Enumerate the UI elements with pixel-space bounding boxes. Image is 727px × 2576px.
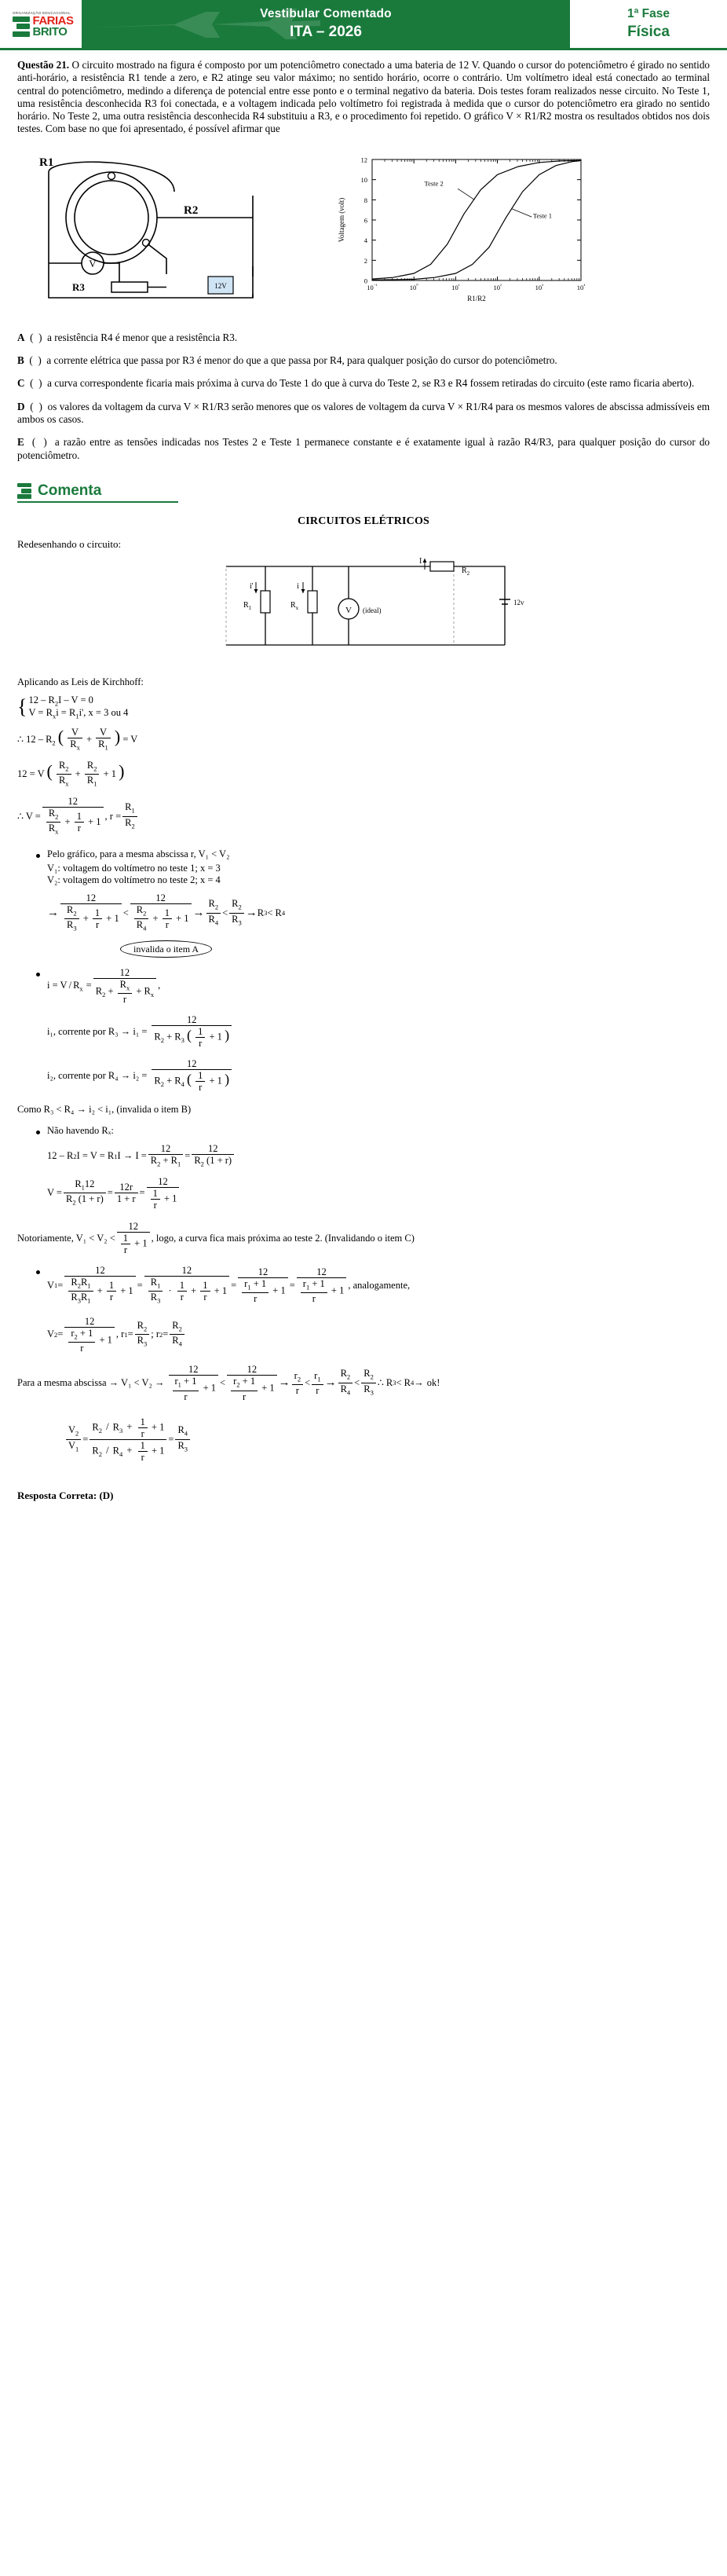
nao-havendo-title: Não havendo Rₓ: [47,1125,114,1137]
alt-text-b: a corrente elétrica que passa por R3 é menor do que a que passa por R4, para qualquer posição do cursor do potenciômetro. [46,354,557,367]
eq-i: i = V / $R_x$ = 12 $R_2$ + $\frac{R_x}{r}$ + $R_x$ , [47,966,161,1006]
kirchhoff-title: Aplicando as Leis de Kirchhoff: [17,676,144,687]
bullet-list [17,848,710,1094]
logo-text-farias: FARIAS [32,14,74,27]
question-body: O circuito mostrado na figura é composto por um potenciômetro conectado a uma bateria de 12 V. Quando o cursor do potenciômetro é girado no sentido anti-horário, a resistência R1 tende a zero, e R2 atinge seu valor máximo; no sentido horário, ocorre o contrário. Um voltímetro ideal está conectado ao terminal central do potenciômetro, medindo a diferença de potencial entre esse ponto e o terminal negativo da bateria. Dois testes foram realizados nesse circuito. No Teste 1, uma resistência desconhecida R3 foi conectada, e a voltagem indicada pelo voltímetro foi registrada à medida que o cursor do potenciômetro era girado no sentido horário. No Teste 2, uma outra resistência desconhecida R4 substituiu a R3, e o procedimento foi repetido. O gráfico V × R1/R2 mostra os resultados obtidos nos dois testes. Com base no que foi apresentado, é possível afirmar que [17,59,711,135]
figures-row [17,148,710,321]
header-center [82,0,570,48]
eq-nh-1: 12 – R 2 I = V = R 1 I → I = $\frac{12}{R_2 + R_1}$ = $\frac{12}{R_2 (1 + r)}$ [47,1143,236,1170]
header-subtitle: ITA – 2026 [290,24,362,40]
svg-text:10²: $10^{^2}$ [493,283,502,291]
logo-text-brito: BRITO [32,24,68,38]
bullet-v1-v2 [17,1265,710,1354]
battery-label: 12V [214,281,227,290]
comenta-banner [17,482,178,503]
page-header [0,0,727,50]
eq-2: $V = R_xi = R_1i'$, x = 3 ou 4 [28,707,129,720]
notoriamente-text: Notoriamente, V₁ < V₂ < 12 $\frac{1}{r}$ + 1 , logo, a curva fica mais próxima ao teste 2. (Invalidando o item C) [17,1220,415,1255]
bullet1-l1: V₁: voltagem do voltímetro no teste 1; x = 3 [47,862,221,874]
header-phase: 1ª Fase [627,7,670,20]
voltmeter-label: V [89,257,97,269]
bullet-corrente: i = V / $R_x$ = 12 $R_2$ + $\frac{R_x}{r}$ + $R_x$ , i₁, corrente por R₃ → i₁ = 12 $R_2 + R_3$ ( $\frac{1}{r}$ + 1 ) i₂, corrente por R₄ → i₂ = 12 $R_2 + R_4$ ( $\frac{1}{r}$ + 1 ) [17,967,710,1094]
eq-4: 12 = V ( $\frac{R_2}{R_x}$ + $\frac{R_2}{R_1}$ + 1 ) [17,759,125,788]
kirchhoff-equations: { $12 - R_2I - V = 0$ $V = R_xi = R_1i'$, x = 3 ou 4 ∴ $12 - R_2$ ( $\frac{V}{R_x}$ + $\frac{V}{R_1}$ ) = V 12 = V ( $\frac{R_2}{R_x}$ + $\frac{R_2}{R_1}$ + 1 ) ∴ V = 12 $\frac{R_2}{R_x}$ + $\frac{1}{r}$ + 1 , r = $\frac{R_1}{R_2}$ [17,694,710,837]
fb-logo-icon [13,16,30,37]
alternative-b[interactable]: B ( ) a corrente elétrica que passa por R3 é menor do que a que passa por R4, para qualquer posição do cursor do potenciômetro. [17,354,557,367]
alt-text-a: a resistência R4 é menor que a resistência R3. [47,331,238,343]
battery-12v: 12v [513,598,524,606]
v-vs-r1r2-chart [331,148,590,317]
r2-label: $R_2$ [462,566,470,577]
svg-text:4: 4 [364,236,367,244]
svg-text:10⁴: $10^{^4}$ [576,283,586,291]
org-line: ORGANIZAÇÃO EDUCACIONAL [13,11,71,15]
bullet1-ineq: → 12 $\frac{R_2}{R_3}$ + $\frac{1}{r}$ + 1 < 12 $\frac{R_2}{R_4}$ + $\frac{1}{r}$ + 1 → $\frac{R_2}{R_4}$ < $\frac{R_2}{R_3}$ → R 3 < R 4 [47,892,286,933]
voltmeter-v: V [345,605,352,615]
como-r3-text: Como R₃ < R₄ → i₂ < i₁, (invalida o item B) [17,1104,192,1116]
bullet-dot-icon-4 [36,1270,40,1274]
alternative-a[interactable]: A ( ) a resistência R4 é menor que a resistência R3. [17,331,238,343]
current-i: i [297,581,299,591]
current-i-prime: i' [250,581,254,591]
bullet-dot-icon [36,854,40,858]
current-I: I [419,556,422,566]
label-r1: R1 [39,156,54,169]
svg-text:12: 12 [360,156,367,164]
alt-letter-e: E [17,436,24,449]
eq-5: ∴ V = 12 $\frac{R_2}{R_x}$ + $\frac{1}{r}$ + 1 , r = $\frac{R_1}{R_2}$ [17,796,710,837]
eq-1: $12 - R_2I - V = 0$ [28,694,93,708]
alt-letter-a: A [17,331,25,343]
alt-text-d: os valores da voltagem da curva V × R1/R3 serão menores que os valores de voltagem da curva V × R1/R4 para os mesmos valores de abscissa admissíveis em ambos os casos. [17,400,710,425]
ideal-label: (ideal) [363,606,382,614]
svg-text:10⁻¹: $10^{^{-1}}$ [367,283,378,291]
header-title: Vestibular Comentado [260,7,392,20]
svg-text:10⁰: $10^{^0}$ [409,283,418,291]
question-number: Questão 21. [17,59,70,71]
brand-logo [0,0,82,48]
alt-letter-c: C [17,377,25,390]
comenta-label: Comenta [38,482,102,499]
svg-text:Teste 1: Teste 1 [532,211,553,220]
rx-label: $R_x$ [290,600,299,611]
eq-nh-2: V = $\frac{R_112}{R_2 (1 + r)}$ = $\frac{12r}{1 + r}$ = 12 $\frac{1}{r}$ + 1 [47,1176,236,1211]
bullet1-title: Pelo gráfico, para a mesma abscissa r, V₁ < V₂ [47,848,230,859]
alt-text-e: a razão entre as tensões indicadas nos Testes 2 e Teste 1 permanece constante e é exatamente igual à razão R4/R3, para qualquer posição do cursor do potenciômetro. [17,436,711,461]
svg-text:8: 8 [364,196,367,204]
alternative-e[interactable]: E ( ) a razão entre as tensões indicadas nos Testes 2 e Teste 1 permanece constante e é exatamente igual à razão R4/R3, para qualquer posição do cursor do potenciômetro. [17,436,711,461]
eq-v1: V 1 = 12 $\frac{R_2R_1}{R_3R_1}$ + $\frac{1}{r}$ + 1 = 12 $\frac{R_1}{R_3}$ · $\frac{1}{r}$ + $\frac{1}{r}$ + 1 = 12 $\frac{r_1 + 1}{r}$ + 1 = 12 $\frac{r_1 + 1}{r}$ + 1 , analogamente, [47,1264,411,1305]
svg-text:6: 6 [364,216,367,225]
eq-v2: V 2 = 12 $\frac{r_2 + 1}{r}$ + 1 , r 1 = $\frac{R_2}{R_3}$ ; r 2 = $\frac{R_2}{R_4}$ [47,1316,410,1354]
final-answer: Resposta Correta: (D) [17,1489,114,1501]
alternative-c[interactable]: C ( ) a curva correspondente ficaria mais próxima à curva do Teste 1 do que à curva do Teste 2, se R3 e R4 fossem retiradas do circuito (este ramo ficaria aberto). [17,377,695,390]
r1-label: $R_1$ [243,600,252,611]
para-mesma-abscissa: Para a mesma abscissa → V₁ < V₂ → 12 $\frac{r_1 + 1}{r}$ + 1 < 12 $\frac{r_2 + 1}{r}$ + 1 → $\frac{r_2}{r}$ < $\frac{r_1}{r}$ → $\frac{R_2}{R_4}$ < $\frac{R_2}{R_3}$ ∴ R 3 < R 4 → ok! [17,1364,440,1402]
svg-text:10¹: $10^{^1}$ [451,283,460,291]
alt-text-c: a curva correspondente ficaria mais próxima à curva do Teste 1 do que à curva do Teste 2, se R3 e R4 fossem retiradas do circuito (este ramo ficaria aberto). [47,377,695,390]
svg-text:10³: $10^{^3}$ [535,283,543,291]
alt-letter-b: B [17,354,24,367]
svg-text:0: 0 [364,277,367,285]
header-subject: Física [627,24,670,40]
svg-text:R1/R2: R1/R2 [467,294,486,302]
invalida-a-note: invalida o item A [120,940,212,958]
bullet-dot-icon-3 [36,1130,40,1134]
svg-text:Voltagem (volt): Voltagem (volt) [338,197,345,243]
circuit-figure [17,148,331,321]
svg-text:10: 10 [360,175,367,184]
label-r2: R2 [184,203,199,217]
redrawn-circuit-figure [17,555,710,665]
label-r3: R3 [72,280,85,293]
header-right [570,0,727,48]
svg-text:Teste 2: Teste 2 [424,179,444,188]
bullet-nao-havendo [17,1125,710,1211]
solution-section-title: CIRCUITOS ELÉTRICOS [297,515,430,527]
svg-text:2: 2 [364,256,367,265]
bullet-grafico [17,848,710,958]
fb-logo-icon-small [17,483,31,499]
ratio-equation: $\frac{V_2}{V_1}$ = $R_2 / R_3$ + $\frac{1}{r}$ + 1 $R_2 / R_4$ + $\frac{1}{r}$ + 1 = $\frac{R_4}{R_3}$ [64,1416,710,1463]
bullet1-l2: V₂: voltagem do voltímetro no teste 2; x = 4 [47,874,221,885]
redesenhando-text: Redesenhando o circuito: [17,537,122,550]
eq-3: ∴ $12 - R_2$ ( $\frac{V}{R_x}$ + $\frac{V}{R_1}$ ) = V [17,726,138,752]
i1-label: i₁, corrente por R₃ → i₁ = [47,1025,148,1037]
i2-label: i₂, corrente por R₄ → i₂ = [47,1069,148,1081]
chart-figure [331,148,710,321]
question-statement [17,59,710,136]
alt-letter-d: D [17,400,25,412]
bullet-dot-icon-2 [36,973,40,977]
alternative-d[interactable]: D ( ) os valores da voltagem da curva V × R1/R3 serão menores que os valores de voltagem da curva V × R1/R4 para os mesmos valores de abscissa admissíveis em ambos os casos. [17,400,710,425]
